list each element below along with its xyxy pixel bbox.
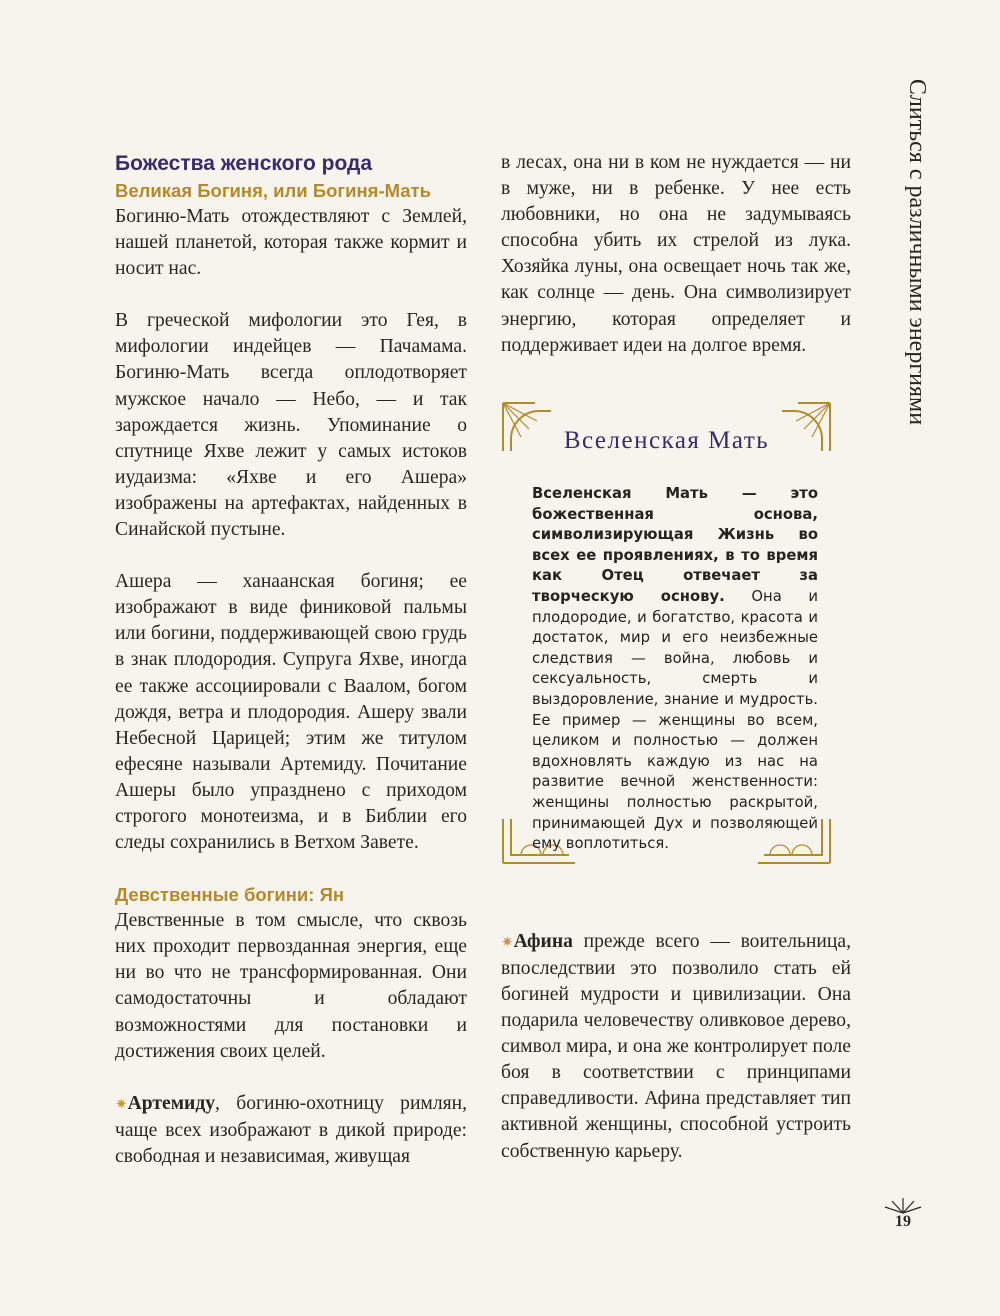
paragraph-athena: ✷Афина прежде всего — воительница, впоследствии это позволило стать ей богиней мудрости и цивилизации. Она подарила человечеству оливковое дерево, символ мира, и она же контролирует поле боя в соответствии с принципами справедливости. Афина представляет тип активной женщины, способной устроить собственную карьеру. [501,930,851,1162]
page-number-text: 19 [895,1213,911,1230]
box-text [532,484,818,855]
paragraph: Ашера — ханаанская богиня; ее изображают в виде финиковой пальмы или богини, поддерживающей свою грудь в знак плодородия. Супруга Яхве, иногда ее также ассоциировали с Ваалом, богом дождя, ветра и плодородия. Ашеру звали Небесной Царицей; этим же титулом ефесяне называли Артемиду. Почитание Ашеры было упразднено с приходом строгого монотеизма, и в Библии его следы сохранились в Ветхом Завете. [115,571,467,854]
side-title-text: Слиться с различными энергиями [904,80,930,425]
sun-bullet-icon: ✷ [501,934,514,951]
box-text-bold: Вселенская Мать — это божественная основа, символизирующая Жизнь во всех ее проявлениях, в то время как Отец отвечает за творческую основу. [532,485,818,605]
paragraph: Богиню-Мать отождествляют с Землей, нашей планетой, которая также кормит и носит нас. [115,206,467,280]
left-column [115,150,467,1170]
subheading-great-goddess: Великая Богиня, или Богиня-Мать [115,180,431,201]
sunburst-icon [878,1195,928,1215]
section-heading: Божества женского рода [115,152,373,175]
box-title: Вселенская Мать [563,427,770,454]
paragraph-artemis: ✷Артемиду, богиню-охотницу римлян, чаще всех изображают в дикой природе: свободная и независимая, живущая [115,1092,467,1167]
side-running-title [898,80,938,425]
artemis-name: Артемиду [127,1092,216,1114]
side-title-svg [898,80,938,425]
sidebar-box-universal-mother [499,399,834,867]
page-number [878,1195,928,1240]
subheading-virgin-goddesses: Девственные богини: Ян [115,884,345,906]
paragraph: в лесах, она ни в ком не нуждается — ни в муже, ни в ребенке. У нее есть любовники, но она не задумываясь способна убить их стрелой из лука. Хозяйка луны, она освещает ночь так же, как солнце — день. Она символизирует энергию, которая определяет и поддерживает идеи на долгое время. [501,152,851,356]
paragraph: Девственные в том смысле, что сквозь них проходит первозданная энергия, еще ни во что не трансформированная. Они самодостаточны и обладают возможностями для постановки и достижения своих целей. [115,910,467,1062]
sun-bullet-icon: ✷ [115,1096,128,1113]
athena-name: Афина [513,930,573,952]
box-text-regular: Она и плодородие, и богатство, красота и достаток, мир и его неизбежные следствия — война, любовь и сексуальность, смерть и выздоровление, знание и мудрость. Ее пример — женщины во всем, целиком и полностью — должен вдохновлять каждую из нас на развитие вечной женственности: женщины полностью раскрытой, принимающей Дух и позволяющей ему воплотиться. [532,587,819,853]
paragraph: В греческой мифологии это Гея, в мифологии индейцев — Пачамама. Богиню-Мать всегда оплодотворяет мужское начало — Небо, — и так зарождается жизнь. Упоминание о спутнице Яхве лежит у самых истоков иудаизма: «Яхве и его Ашера» изображены на артефактах, найденных в Синайской пустыне. [115,310,467,541]
